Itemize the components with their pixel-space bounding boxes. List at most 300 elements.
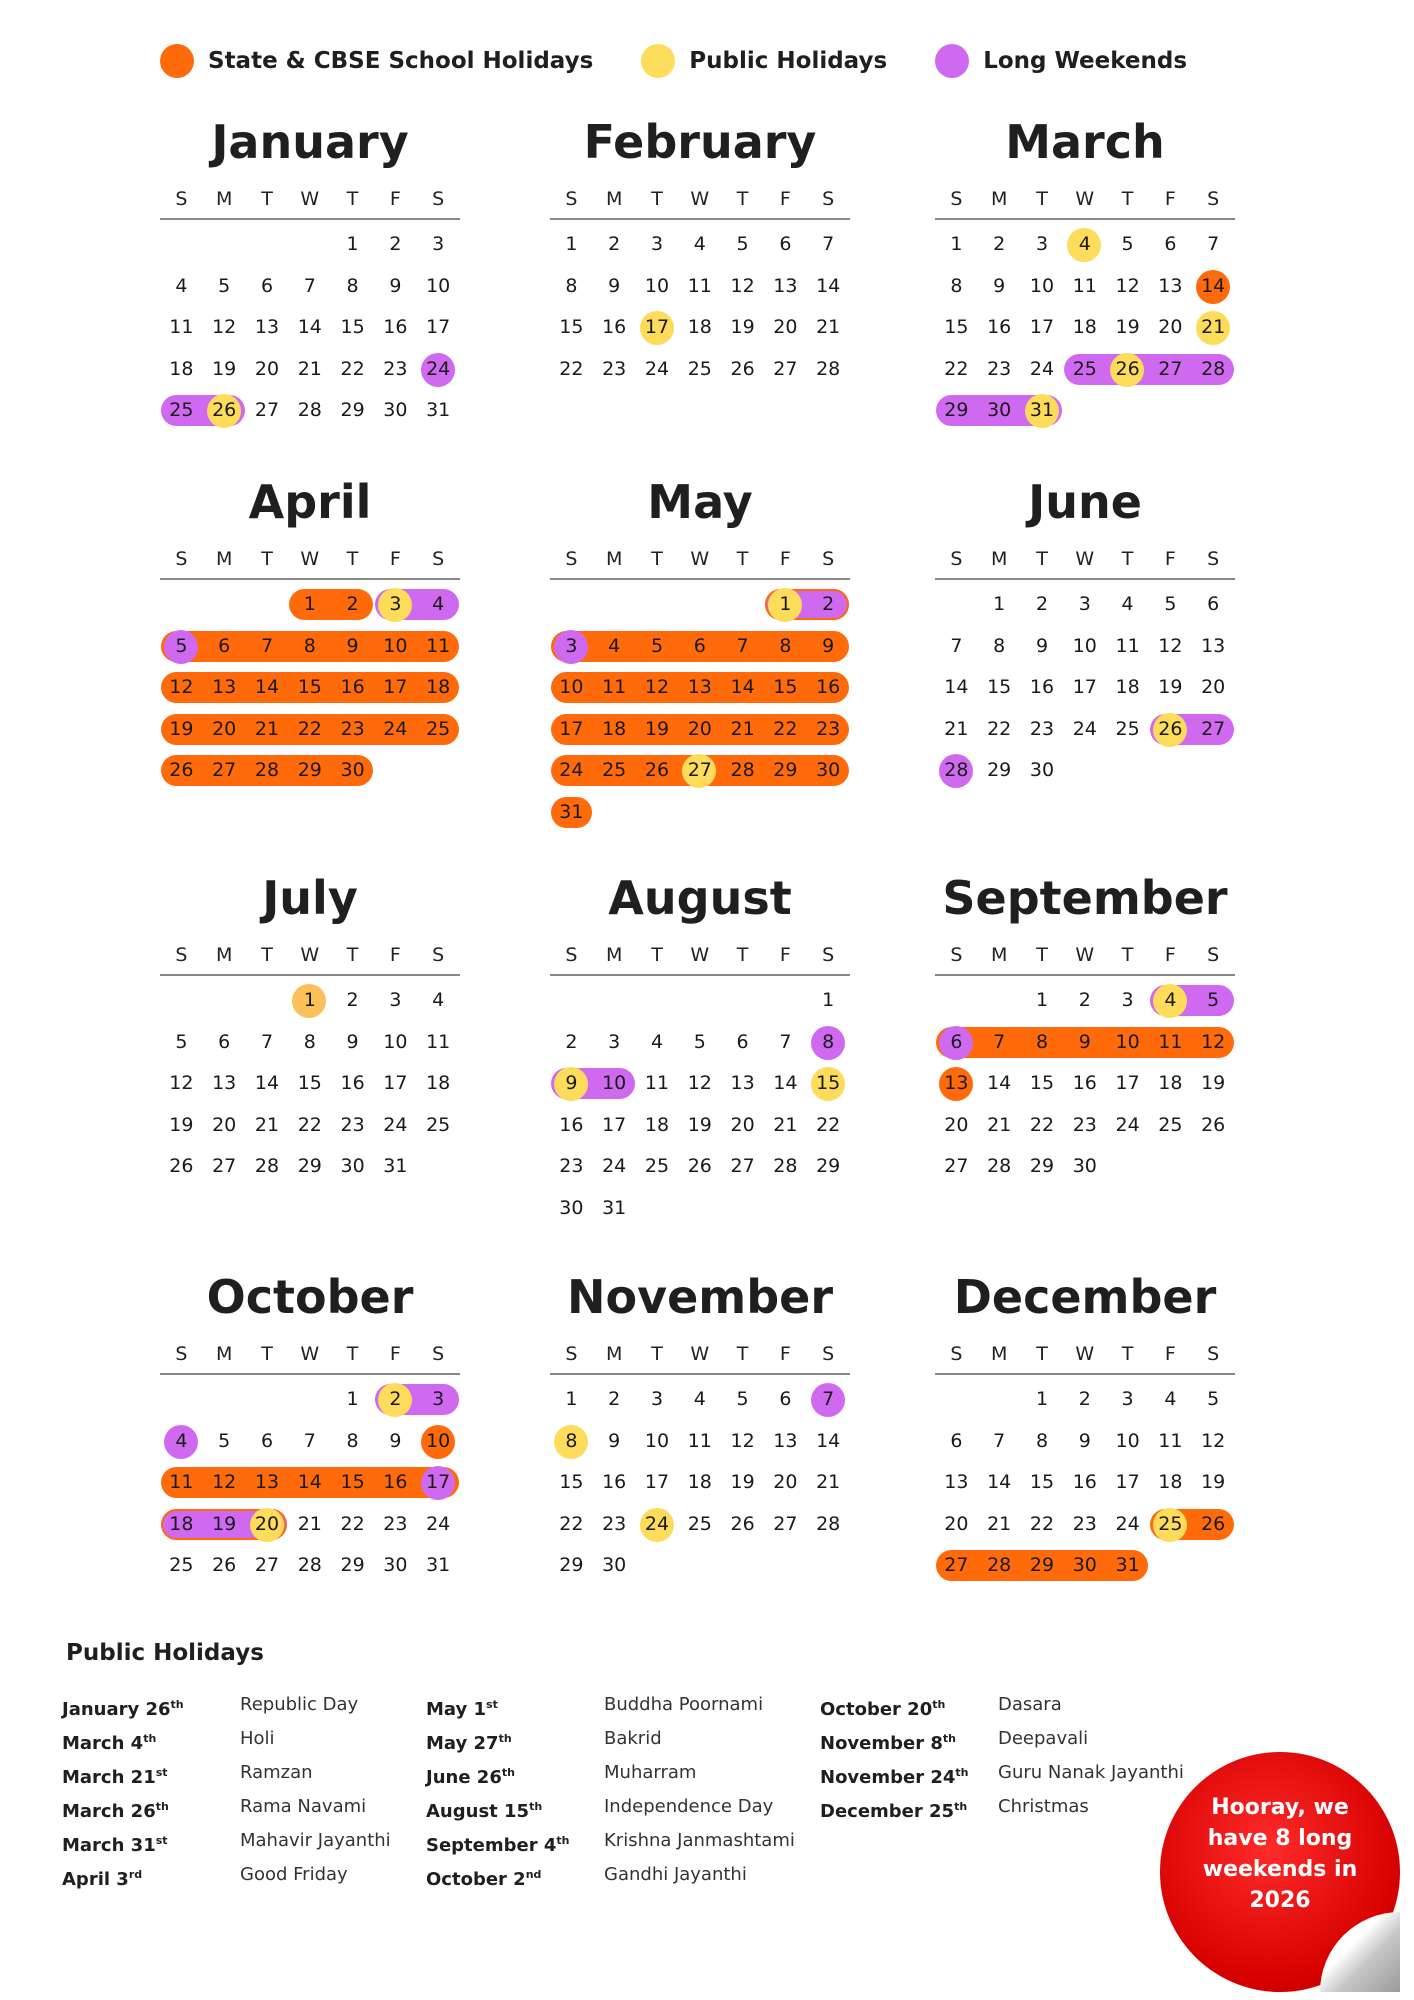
day-number: 11	[1158, 1030, 1183, 1053]
day-cell	[1021, 753, 1064, 788]
day-number: 15	[1029, 1072, 1055, 1094]
day-number: 2	[389, 233, 402, 255]
day-cell	[246, 1507, 289, 1542]
day-number: 16	[1072, 1072, 1097, 1094]
holiday-name: Christmas	[998, 1796, 1089, 1817]
holiday-row	[426, 1824, 795, 1858]
weekday-label: S	[175, 1343, 188, 1365]
holiday-row	[426, 1722, 795, 1756]
weekday-label: T	[346, 548, 359, 570]
week-row	[550, 1188, 850, 1230]
weekday-label: T	[736, 188, 749, 210]
weekday-label: S	[175, 188, 188, 210]
day-number: 15	[340, 1471, 365, 1493]
day-number: 25	[644, 1155, 670, 1177]
day-number: 3	[650, 1388, 664, 1410]
day-cell	[331, 1108, 374, 1143]
day-number: 24	[426, 357, 451, 380]
day-number: 7	[260, 1030, 274, 1053]
day-cell	[331, 227, 374, 262]
month-july	[160, 866, 460, 1188]
week-row	[160, 266, 460, 308]
day-number: 3	[432, 233, 445, 255]
holiday-name: Dasara	[998, 1694, 1062, 1715]
month-title: September	[942, 871, 1228, 925]
holiday-row	[62, 1790, 391, 1824]
day-cell	[246, 1424, 289, 1459]
holiday-column	[820, 1688, 1184, 1824]
divider	[160, 1373, 460, 1375]
day-number: 30	[816, 759, 841, 781]
day-number: 10	[383, 1030, 408, 1053]
day-cell	[1063, 227, 1106, 262]
day-cell	[721, 1066, 764, 1101]
day-number: 23	[602, 1512, 627, 1535]
day-cell	[550, 795, 593, 830]
day-number: 7	[736, 634, 749, 657]
holiday-date: January 26th	[62, 1698, 184, 1720]
day-number: 13	[1201, 634, 1226, 657]
day-cell	[417, 269, 460, 304]
day-number: 30	[602, 1554, 627, 1576]
day-cell	[374, 269, 417, 304]
month-february	[550, 110, 850, 390]
day-cell	[203, 393, 246, 428]
day-number: 14	[944, 676, 969, 698]
day-cell	[678, 310, 721, 345]
week-row	[550, 980, 850, 1022]
day-cell	[807, 1066, 850, 1101]
day-cell	[550, 1149, 593, 1184]
weekday-header	[550, 1337, 850, 1371]
day-number: 16	[602, 1471, 627, 1493]
day-number: 10	[644, 1429, 670, 1452]
day-cell	[1063, 1548, 1106, 1583]
day-cell	[678, 629, 721, 664]
day-number: 5	[175, 1030, 188, 1053]
day-cell	[417, 310, 460, 345]
day-cell	[374, 1382, 417, 1417]
weekday-header	[935, 938, 1235, 972]
day-number: 12	[1201, 1030, 1226, 1053]
day-cell	[678, 753, 721, 788]
weekday-label: S	[950, 1343, 963, 1365]
weekday-label: M	[990, 548, 1008, 570]
day-number: 11	[602, 676, 627, 698]
day-number: 27	[773, 1512, 798, 1535]
day-cell	[721, 1382, 764, 1417]
day-cell	[593, 712, 636, 747]
day-cell	[807, 1424, 850, 1459]
day-number: 24	[1072, 717, 1097, 740]
week-row	[160, 1379, 460, 1421]
day-number: 18	[644, 1113, 670, 1136]
day-number: 25	[1115, 717, 1140, 740]
day-number: 1	[950, 233, 963, 255]
day-cell	[160, 712, 203, 747]
week-row	[550, 224, 850, 266]
day-cell	[721, 1108, 764, 1143]
day-cell	[764, 1066, 807, 1101]
day-cell	[1192, 227, 1235, 262]
day-number: 6	[1207, 593, 1220, 615]
day-cell	[636, 753, 679, 788]
day-number: 30	[1072, 1155, 1097, 1177]
day-number: 9	[346, 634, 359, 657]
weekday-label: S	[822, 1343, 835, 1365]
day-cell	[636, 1108, 679, 1143]
day-cell	[331, 1548, 374, 1583]
day-number: 21	[730, 717, 755, 740]
day-number: 15	[297, 676, 322, 698]
day-number: 21	[773, 1113, 798, 1136]
day-number: 4	[693, 1388, 706, 1410]
day-cell	[764, 753, 807, 788]
day-number: 16	[987, 316, 1012, 338]
day-number: 24	[1115, 1113, 1140, 1136]
day-number: 12	[1158, 634, 1183, 657]
day-number: 5	[218, 1429, 231, 1452]
weekday-label: S	[565, 944, 578, 966]
weekday-label: T	[261, 188, 273, 210]
week-row	[935, 750, 1235, 792]
day-cell	[636, 310, 679, 345]
weekday-label: T	[346, 188, 359, 210]
day-number: 10	[602, 1072, 627, 1094]
weekday-label: S	[432, 1343, 445, 1365]
day-number: 12	[169, 676, 194, 698]
legend-label: Long Weekends	[983, 48, 1188, 74]
day-number: 12	[212, 1471, 237, 1493]
day-cell	[636, 352, 679, 387]
weekday-label: T	[346, 944, 359, 966]
day-cell	[935, 1066, 978, 1101]
day-number: 9	[1078, 1429, 1091, 1452]
day-cell	[160, 753, 203, 788]
day-cell	[288, 670, 331, 705]
day-number: 4	[175, 274, 188, 297]
weekday-label: S	[432, 188, 445, 210]
public-holidays-title: Public Holidays	[66, 1640, 264, 1666]
day-cell	[374, 1108, 417, 1143]
day-cell	[636, 227, 679, 262]
day-number: 10	[1115, 1429, 1140, 1452]
day-cell	[1063, 1465, 1106, 1500]
holiday-date: December 25th	[820, 1800, 968, 1822]
day-number: 15	[559, 316, 584, 338]
day-cell	[374, 310, 417, 345]
week-row	[550, 266, 850, 308]
day-cell	[246, 269, 289, 304]
divider	[550, 218, 850, 220]
day-number: 23	[383, 1512, 408, 1535]
holiday-name: Rama Navami	[240, 1796, 367, 1817]
month-title: March	[1005, 115, 1165, 169]
day-cell	[203, 753, 246, 788]
day-number: 20	[730, 1113, 755, 1136]
week-row	[160, 1504, 460, 1546]
day-number: 22	[944, 357, 969, 380]
day-number: 1	[346, 233, 359, 255]
weekday-label: F	[779, 944, 791, 966]
weekday-label: T	[651, 188, 663, 210]
day-number: 24	[644, 1512, 670, 1535]
day-number: 20	[944, 1512, 969, 1535]
day-cell	[331, 269, 374, 304]
day-cell	[764, 1025, 807, 1060]
day-cell	[1149, 587, 1192, 622]
day-number: 24	[602, 1155, 627, 1177]
day-cell	[417, 587, 460, 622]
day-cell	[1192, 629, 1235, 664]
day-number: 4	[650, 1030, 664, 1053]
day-cell	[978, 629, 1021, 664]
holiday-column	[62, 1688, 391, 1892]
day-cell	[935, 753, 978, 788]
day-number: 4	[432, 989, 445, 1011]
week-row	[935, 980, 1235, 1022]
day-cell	[1021, 712, 1064, 747]
day-number: 22	[297, 717, 322, 740]
week-row	[935, 1105, 1235, 1147]
day-cell	[203, 1066, 246, 1101]
day-number: 8	[565, 274, 578, 297]
day-number: 16	[383, 316, 408, 338]
day-cell	[978, 1465, 1021, 1500]
day-cell	[246, 753, 289, 788]
day-number: 3	[1078, 593, 1091, 615]
day-number: 14	[254, 1072, 280, 1094]
holiday-date: November 24th	[820, 1766, 969, 1788]
holiday-date: March 4th	[62, 1732, 157, 1754]
day-cell	[1149, 629, 1192, 664]
day-cell	[550, 629, 593, 664]
day-cell	[331, 1507, 374, 1542]
weekday-label: W	[1075, 188, 1095, 210]
day-cell	[246, 393, 289, 428]
day-number: 5	[1164, 593, 1177, 615]
holiday-row	[426, 1688, 795, 1722]
holiday-date: October 2nd	[426, 1868, 542, 1890]
day-number: 27	[254, 1554, 280, 1576]
day-cell	[288, 629, 331, 664]
week-row	[160, 390, 460, 432]
day-number: 8	[303, 634, 316, 657]
weekday-label: S	[1207, 548, 1220, 570]
day-cell	[1063, 670, 1106, 705]
week-row	[550, 1105, 850, 1147]
day-number: 20	[687, 717, 712, 740]
day-cell	[1192, 1424, 1235, 1459]
week-row	[160, 1063, 460, 1105]
day-number: 26	[687, 1155, 712, 1177]
day-cell	[807, 1108, 850, 1143]
day-cell	[978, 310, 1021, 345]
weekday-label: M	[990, 1343, 1008, 1365]
day-cell	[331, 352, 374, 387]
day-number: 19	[169, 717, 194, 740]
day-cell	[417, 1548, 460, 1583]
day-number: 8	[303, 1030, 316, 1053]
day-cell	[678, 712, 721, 747]
day-number: 6	[260, 274, 274, 297]
day-cell	[807, 227, 850, 262]
weekday-label: S	[432, 548, 445, 570]
day-cell	[935, 629, 978, 664]
day-number: 3	[389, 593, 402, 615]
day-number: 27	[1201, 717, 1226, 740]
day-number: 5	[218, 274, 231, 297]
day-number: 27	[212, 759, 237, 781]
day-number: 15	[816, 1072, 841, 1094]
day-number: 26	[1201, 1113, 1226, 1136]
day-number: 21	[1201, 316, 1226, 338]
day-cell	[1149, 1025, 1192, 1060]
weekday-label: M	[605, 188, 623, 210]
day-cell	[721, 1025, 764, 1060]
day-cell	[593, 1108, 636, 1143]
day-cell	[1192, 712, 1235, 747]
day-cell	[593, 753, 636, 788]
day-number: 21	[816, 1471, 841, 1493]
day-number: 2	[608, 233, 621, 255]
legend-dot-icon	[935, 44, 969, 78]
day-cell	[288, 1424, 331, 1459]
day-cell	[374, 1025, 417, 1060]
day-number: 8	[950, 274, 963, 297]
day-number: 3	[389, 989, 402, 1011]
day-number: 5	[693, 1030, 706, 1053]
day-number: 11	[169, 1471, 194, 1493]
month-title: January	[211, 115, 409, 169]
day-cell	[721, 1507, 764, 1542]
legend-dot-icon	[641, 44, 675, 78]
week-row	[935, 307, 1235, 349]
day-cell	[417, 629, 460, 664]
day-number: 30	[383, 1554, 408, 1576]
day-cell	[1021, 1149, 1064, 1184]
day-number: 17	[644, 1471, 670, 1493]
day-cell	[978, 1108, 1021, 1143]
day-cell	[1021, 310, 1064, 345]
week-row	[550, 1063, 850, 1105]
day-number: 24	[426, 1512, 451, 1535]
day-cell	[636, 1507, 679, 1542]
day-number: 29	[297, 759, 322, 781]
week-row	[935, 1462, 1235, 1504]
day-number: 26	[169, 1155, 194, 1177]
day-cell	[550, 1025, 593, 1060]
weekday-label: M	[215, 188, 233, 210]
day-number: 5	[650, 634, 664, 657]
week-row	[550, 792, 850, 834]
day-cell	[764, 629, 807, 664]
day-cell	[550, 712, 593, 747]
day-cell	[1021, 269, 1064, 304]
day-number: 16	[340, 1072, 365, 1094]
day-cell	[331, 670, 374, 705]
divider	[550, 974, 850, 976]
holiday-row	[62, 1722, 391, 1756]
day-number: 25	[426, 1113, 451, 1136]
day-number: 25	[1158, 1512, 1183, 1535]
day-cell	[417, 670, 460, 705]
day-number: 23	[559, 1155, 584, 1177]
day-cell	[417, 1382, 460, 1417]
day-cell	[935, 1424, 978, 1459]
day-cell	[160, 1149, 203, 1184]
day-cell	[593, 1548, 636, 1583]
day-number: 8	[779, 634, 792, 657]
week-row	[935, 584, 1235, 626]
day-cell	[1021, 1108, 1064, 1143]
day-cell	[978, 352, 1021, 387]
day-number: 29	[1029, 1554, 1055, 1576]
day-number: 6	[260, 1429, 274, 1452]
holiday-row	[820, 1688, 1184, 1722]
day-number: 9	[346, 1030, 359, 1053]
day-number: 11	[426, 634, 451, 657]
day-number: 9	[993, 274, 1006, 297]
day-cell	[1021, 1548, 1064, 1583]
day-cell	[935, 1465, 978, 1500]
day-cell	[203, 269, 246, 304]
day-cell	[288, 352, 331, 387]
day-cell	[1106, 983, 1149, 1018]
day-number: 29	[1029, 1155, 1055, 1177]
day-cell	[1106, 1382, 1149, 1417]
holiday-row	[62, 1858, 391, 1892]
week-row	[935, 390, 1235, 432]
day-number: 27	[212, 1155, 237, 1177]
day-cell	[764, 670, 807, 705]
day-number: 26	[644, 759, 670, 781]
weekday-label: T	[1121, 548, 1134, 570]
week-row	[160, 709, 460, 751]
day-number: 19	[1201, 1471, 1226, 1493]
day-number: 9	[389, 1429, 402, 1452]
day-number: 15	[297, 1072, 322, 1094]
day-cell	[678, 352, 721, 387]
day-cell	[636, 1465, 679, 1500]
day-cell	[807, 587, 850, 622]
weekday-label: F	[1164, 188, 1176, 210]
day-cell	[203, 1424, 246, 1459]
weekday-label: W	[1075, 1343, 1095, 1365]
day-cell	[935, 712, 978, 747]
day-cell	[721, 753, 764, 788]
day-number: 19	[1115, 316, 1140, 338]
day-cell	[246, 1025, 289, 1060]
day-cell	[417, 1108, 460, 1143]
day-cell	[417, 393, 460, 428]
day-cell	[1192, 1025, 1235, 1060]
weekday-label: W	[690, 188, 710, 210]
day-cell	[1149, 670, 1192, 705]
legend-item	[641, 44, 887, 78]
week-row	[160, 349, 460, 391]
week-row	[935, 626, 1235, 668]
day-cell	[764, 587, 807, 622]
day-number: 1	[1035, 989, 1049, 1011]
month-title: July	[262, 871, 358, 925]
day-cell	[1063, 310, 1106, 345]
day-cell	[1149, 712, 1192, 747]
day-number: 26	[730, 1512, 755, 1535]
holiday-name: Gandhi Jayanthi	[604, 1864, 747, 1885]
day-number: 20	[1158, 316, 1183, 338]
holiday-row	[62, 1824, 391, 1858]
